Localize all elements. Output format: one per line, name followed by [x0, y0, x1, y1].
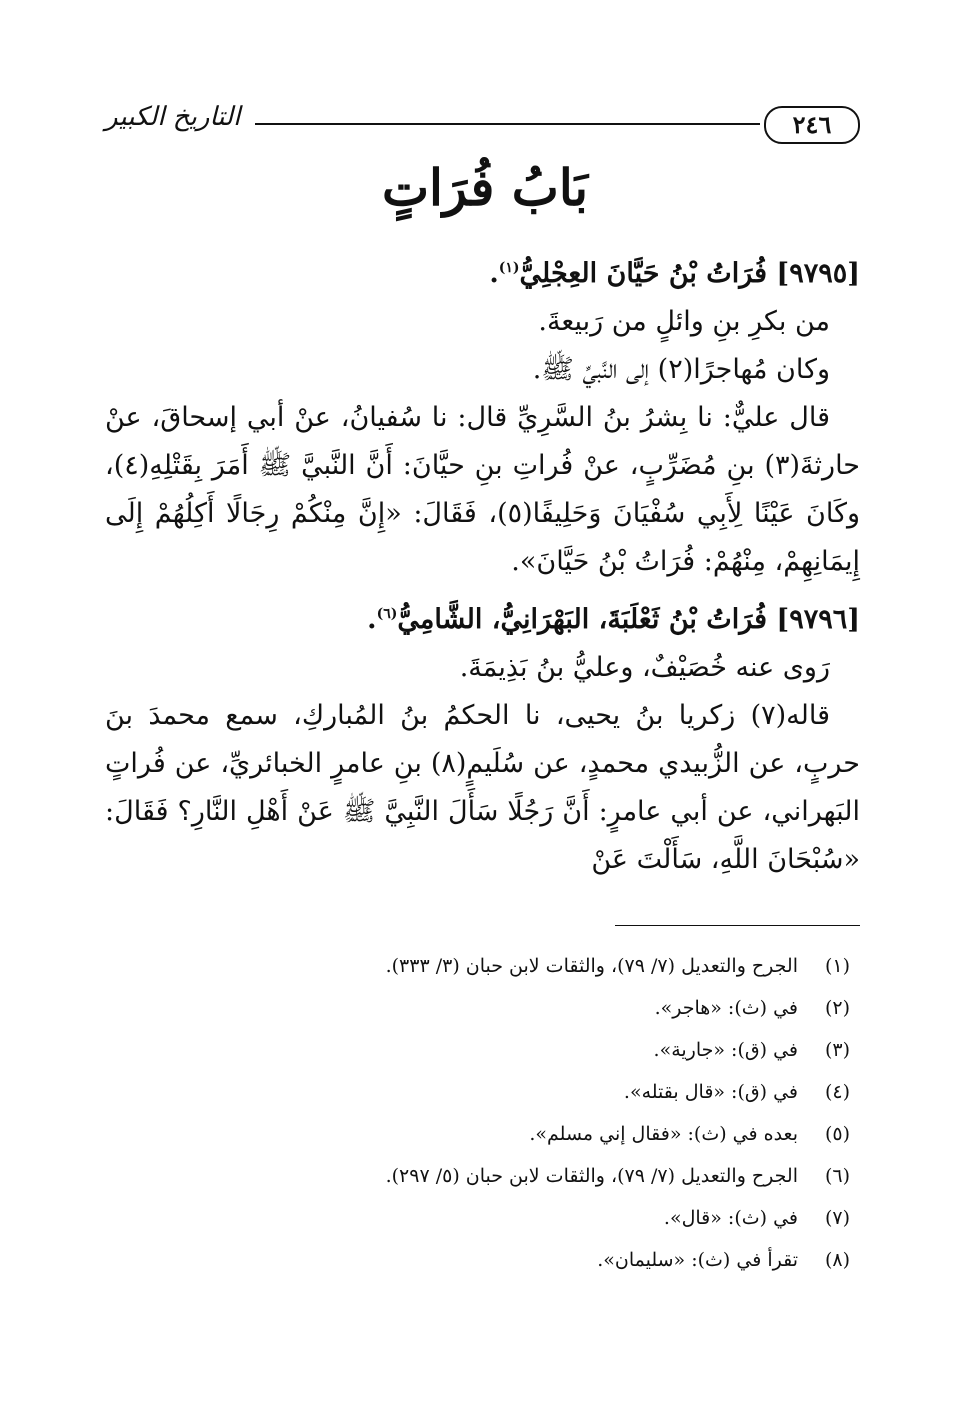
entry-line: رَوى عنه خُصَيْفٌ، وعليُّ بنُ بَذِيمَةَ. — [459, 652, 830, 683]
footnote — [150, 1155, 850, 1197]
footnote-ref: (٦) — [376, 606, 398, 622]
footnote-number: (١) — [824, 955, 850, 977]
entry-line: قال عليٌّ: نا بِشرُ بنُ السَّرِيِّ قال: نا سُفيانُ، عنْ أبي إسحاقَ، عنْ حارثةَ(٣) بنِ مُضَرِّبٍ، عنْ فُراتِ بنِ حيَّانَ: أَنَّ النَّبيَّ ﷺ أَمَرَ بِقَتْلِهِ(٤)، وكَانَ عَيْنًا لِأَبِي سُفْيَانَ وَحَلِيفًا(٥)، فَقَالَ: «إِنَّ مِنْكُمْ رِجَالًا أَكِلُهُمْ إِلَى إِيمَانِهِمْ، مِنْهُمْ: فُرَاتُ بْنُ حَيَّانَ». — [105, 402, 861, 577]
footnote-separator — [615, 925, 860, 926]
footnote — [150, 1113, 850, 1155]
entry-heading: [٩٧٩٦] فُرَاتُ بْنُ ثَعْلَبَةَ، البَهْرَانِيُّ، الشَّامِيُّ$^{(٦)}$. — [367, 604, 860, 635]
footnote — [150, 1071, 850, 1113]
main-text — [105, 240, 860, 884]
footnote-text: تقرأ في (ث): «سليمان». — [597, 1249, 798, 1271]
entry-line: وكان مُهاجرًا(٢) إلى النَّبيِّ ﷺ. — [532, 354, 830, 385]
page-header — [105, 100, 860, 150]
footnote — [150, 1029, 850, 1071]
entry-heading: [٩٧٩٥] فُرَاتُ بْنُ حَيَّانَ العِجْلِيُّ$^{(١)}$. — [489, 258, 860, 289]
footnote-text: الجرح والتعديل (٧/ ٧٩)، والثقات لابن حبان (٥/ ٢٩٧). — [385, 1165, 798, 1187]
entry-line: من بكرِ بنِ وائلٍ من رَبيعةَ. — [538, 306, 830, 337]
entry-heading-text: [٩٧٩٦] فُرَاتُ بْنُ ثَعْلَبَةَ، البَهْرَانِيُّ، الشَّامِيُّ — [397, 604, 860, 635]
footnote-text: في (ق): «قال بقتله». — [623, 1081, 798, 1103]
footnote — [150, 1239, 850, 1281]
footnote-number: (٦) — [824, 1165, 850, 1187]
footnote-number: (٤) — [824, 1081, 850, 1103]
footnote-text: في (ث): «قال». — [663, 1207, 798, 1229]
footnotes — [150, 945, 850, 1281]
footnote-number: (٨) — [824, 1249, 850, 1271]
footnote — [150, 1197, 850, 1239]
footnote-text: الجرح والتعديل (٧/ ٧٩)، والثقات لابن حبان (٣/ ٣٣٣). — [385, 955, 798, 977]
footnote-ref: (١) — [498, 260, 520, 276]
footnote — [150, 945, 850, 987]
footnote-text: في (ق): «جارية». — [653, 1039, 798, 1061]
footnote-number: (٥) — [824, 1123, 850, 1145]
footnote-number: (٧) — [824, 1207, 850, 1229]
footnote-number: (٣) — [824, 1039, 850, 1061]
header-rule — [255, 123, 760, 125]
chapter-title: بَابُ فُرَاتٍ — [381, 158, 589, 217]
entry-heading-text: [٩٧٩٥] فُرَاتُ بْنُ حَيَّانَ العِجْلِيُّ — [519, 258, 860, 289]
footnote-text: بعده في (ث): «فقال إني مسلم». — [529, 1123, 798, 1145]
footnote-number: (٢) — [824, 997, 850, 1019]
entry-line: قاله(٧) زكريا بنُ يحيى، نا الحكمُ بنُ المُباركِ، سمع محمدَ بنَ حربٍ، عن الزُّبيدي محمدٍ، عن سُلَيمٍ(٨) بنِ عامرٍ الخبائريِّ، عن فُراتٍ البَهراني، عن أبي عامرٍ: أَنَّ رَجُلًا سَأَلَ النَّبِيَّ ﷺ عَنْ أَهْلِ النَّارِ؟ فَقَالَ: «سُبْحَانَ اللَّهِ، سَأَلْتَ عَنْ — [105, 700, 860, 875]
footnote-text: في (ث): «هاجر». — [654, 997, 798, 1019]
running-title: التاريخ الكبير — [105, 102, 241, 132]
footnote — [150, 987, 850, 1029]
page-number: ٢٤٦ — [764, 106, 860, 144]
